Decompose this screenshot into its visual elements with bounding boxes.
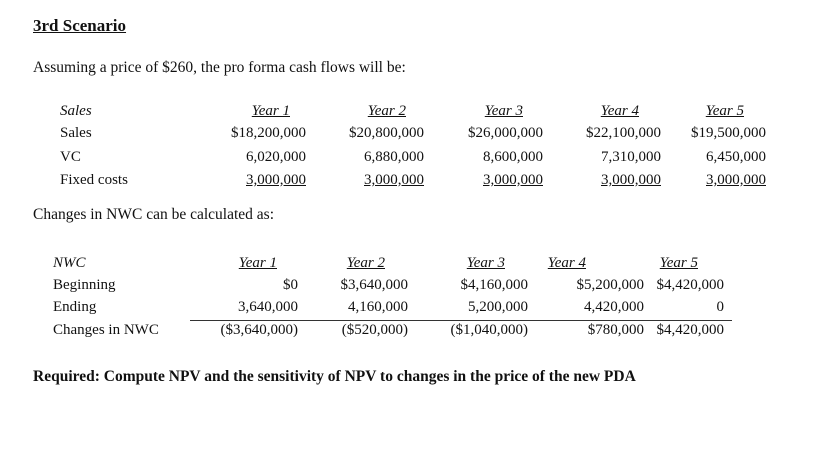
cell: 3,000,000: [483, 172, 543, 188]
section-title: 3rd Scenario: [33, 16, 127, 35]
intro-text: Assuming a price of $260, the pro forma cash flows will be:: [33, 59, 406, 76]
cell: $26,000,000: [468, 125, 543, 141]
header-label: NWC: [53, 255, 86, 271]
cell: 4,160,000: [348, 299, 408, 315]
cell: ($3,640,000): [220, 322, 298, 338]
row-label: Fixed costs: [60, 172, 128, 188]
nwc-intro-text: Changes in NWC can be calculated as:: [33, 206, 275, 223]
year-header: Year 5: [659, 255, 698, 271]
cell: $4,420,000: [656, 277, 724, 293]
table-row: [0, 149, 838, 169]
cell: $0: [283, 277, 298, 293]
cell: 3,000,000: [246, 172, 306, 188]
year-header: Year 5: [705, 103, 744, 119]
table-row: [0, 125, 838, 145]
cell: 0: [716, 299, 724, 315]
year-header: Year 2: [346, 255, 385, 271]
cell: $780,000: [587, 322, 644, 338]
row-label: Changes in NWC: [53, 322, 159, 338]
table-header-row: [0, 255, 838, 275]
year-header: Year 4: [600, 103, 639, 119]
year-header: Year 1: [238, 255, 277, 271]
cell: $4,420,000: [656, 322, 724, 338]
total-rule: [190, 320, 732, 321]
cell: $4,160,000: [460, 277, 528, 293]
cell: ($1,040,000): [450, 322, 528, 338]
cell: $22,100,000: [586, 125, 661, 141]
cell: 3,000,000: [601, 172, 661, 188]
header-label: Sales: [60, 103, 92, 119]
table-row: [0, 299, 838, 319]
year-header: Year 1: [251, 103, 290, 119]
cell: ($520,000): [341, 322, 408, 338]
cell: $3,640,000: [340, 277, 408, 293]
row-label: VC: [60, 149, 81, 165]
cell: 7,310,000: [601, 149, 661, 165]
cell: 6,880,000: [364, 149, 424, 165]
cell: $19,500,000: [691, 125, 766, 141]
table-row: [0, 277, 838, 297]
year-header: Year 3: [484, 103, 523, 119]
table-row: [0, 322, 838, 342]
year-header: Year 3: [466, 255, 505, 271]
cell: $20,800,000: [349, 125, 424, 141]
table-header-row: [0, 103, 838, 123]
cell: $18,200,000: [231, 125, 306, 141]
cell: 8,600,000: [483, 149, 543, 165]
row-label: Ending: [53, 299, 97, 315]
cell: 3,000,000: [364, 172, 424, 188]
year-header: Year 2: [367, 103, 406, 119]
cell: 4,420,000: [584, 299, 644, 315]
cell: 5,200,000: [468, 299, 528, 315]
table-row: [0, 172, 838, 192]
row-label: Sales: [60, 125, 92, 141]
cell: 3,640,000: [238, 299, 298, 315]
cell: 6,450,000: [706, 149, 766, 165]
required-text: Required: Compute NPV and the sensitivity of NPV to changes in the price of the new PDA: [33, 368, 636, 385]
year-header: Year 4: [547, 255, 586, 271]
cell: 3,000,000: [706, 172, 766, 188]
row-label: Beginning: [53, 277, 116, 293]
cell: $5,200,000: [576, 277, 644, 293]
cell: 6,020,000: [246, 149, 306, 165]
